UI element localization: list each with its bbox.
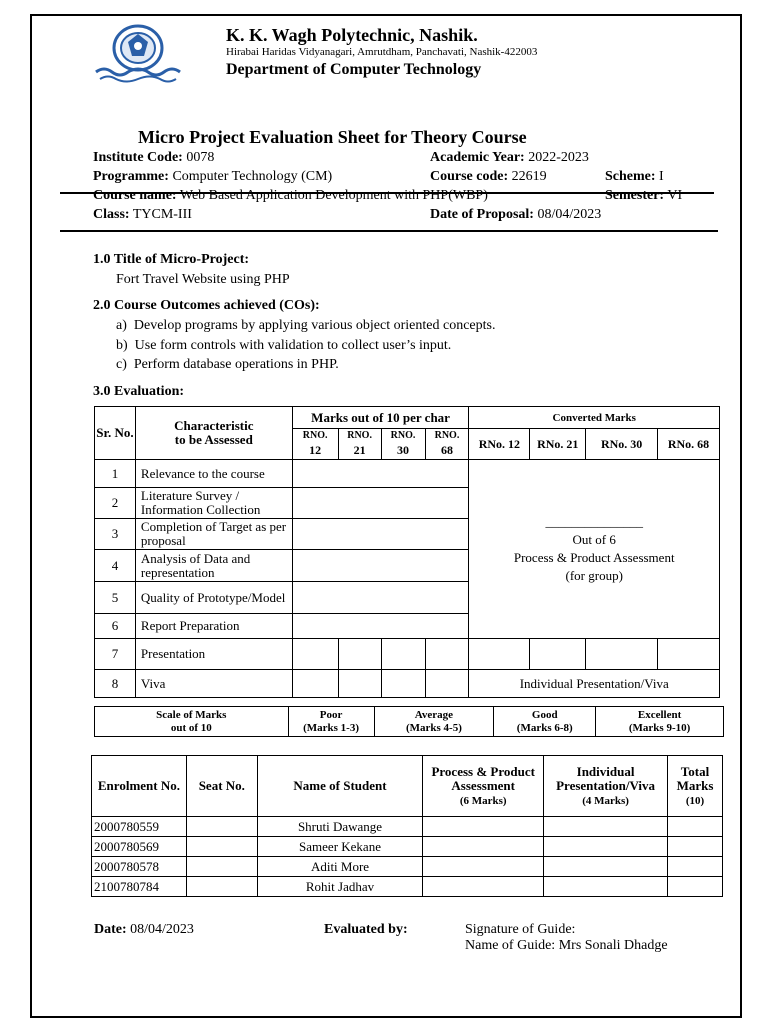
separator-line-bottom (60, 230, 718, 232)
table-cell: 3 (95, 519, 136, 550)
table-cell: Presentation (135, 639, 292, 670)
marks-header: Marks out of 10 per char (292, 407, 469, 429)
table-cell (338, 670, 381, 698)
table-cell (586, 639, 658, 670)
table-cell: 2 (95, 488, 136, 519)
table-cell (186, 857, 257, 877)
rno-header: RNO. 68 (425, 429, 469, 460)
table-cell (544, 817, 668, 837)
guide-signature: Signature of Guide: (465, 922, 576, 937)
table-cell (668, 877, 723, 897)
table-cell (423, 817, 544, 837)
guide-name: Name of Guide: Mrs Sonali Dhadge (465, 938, 668, 953)
table-cell: Completion of Target as per proposal (135, 519, 292, 550)
table-cell (425, 670, 469, 698)
section3-heading: 3.0 Evaluation: (93, 384, 185, 399)
scale-excellent: Excellent (Marks 9-10) (596, 707, 724, 737)
table-cell (338, 639, 381, 670)
institute-name: K. K. Wagh Polytechnic, Nashik. (226, 25, 478, 45)
characteristic-header: Characteristic to be Assessed (135, 407, 292, 460)
process-header: Process & Product Assessment (6 Marks) (423, 756, 544, 817)
table-row (92, 817, 723, 837)
academic-year: Academic Year: 2022-2023 (430, 150, 589, 165)
table-cell: 4 (95, 550, 136, 582)
table-cell: Quality of Prototype/Model (135, 582, 292, 614)
scale-average: Average (Marks 4-5) (374, 707, 494, 737)
table-cell: 6 (95, 614, 136, 639)
table-cell (292, 550, 469, 582)
table-cell (292, 614, 469, 639)
table-cell: 2000780569 (92, 837, 187, 857)
table-row (92, 857, 723, 877)
scale-table (94, 706, 724, 737)
outcome-item: a) Develop programs by applying various object oriented concepts. (116, 318, 496, 333)
table-cell (425, 639, 469, 670)
table-cell (381, 670, 425, 698)
table-cell (423, 837, 544, 857)
table-cell (544, 837, 668, 857)
table-cell (292, 488, 469, 519)
table-row (95, 460, 720, 488)
enrolment-header: Enrolment No. (92, 756, 187, 817)
table-cell (423, 857, 544, 877)
table-cell: Report Preparation (135, 614, 292, 639)
scale-header: Scale of Marks out of 10 (95, 707, 289, 737)
table-cell (668, 817, 723, 837)
total-header: Total Marks (10) (668, 756, 723, 817)
rno-header: RNO. 30 (381, 429, 425, 460)
course-name: Course name: Web Based Application Development with PHP(WBP) (93, 188, 488, 203)
institute-address: Hirabai Haridas Vidyanagari, Amrutdham, Panchavati, Nashik-422003 (226, 46, 538, 58)
seat-header: Seat No. (186, 756, 257, 817)
outcome-item: b) Use form controls with validation to collect user’s input. (116, 338, 452, 353)
table-row (95, 639, 720, 670)
name-header: Name of Student (257, 756, 423, 817)
table-cell (658, 639, 720, 670)
table-cell (292, 639, 338, 670)
institute-code: Institute Code: 0078 (93, 150, 215, 165)
sr-no-header: Sr. No. (95, 407, 136, 460)
college-logo-icon (92, 22, 184, 84)
section1-heading: 1.0 Title of Micro-Project: (93, 252, 250, 267)
table-cell: Viva (135, 670, 292, 698)
evaluation-table (94, 406, 720, 698)
footer-date: Date: 08/04/2023 (94, 922, 194, 937)
table-cell (423, 877, 544, 897)
table-cell: Rohit Jadhav (257, 877, 423, 897)
programme: Programme: Computer Technology (CM) (93, 169, 333, 184)
table-cell: 8 (95, 670, 136, 698)
department-name: Department of Computer Technology (226, 61, 482, 78)
table-cell (186, 817, 257, 837)
section2-heading: 2.0 Course Outcomes achieved (COs): (93, 298, 320, 313)
table-row (92, 877, 723, 897)
table-row (92, 837, 723, 857)
converted-col-header: RNo. 30 (586, 429, 658, 460)
converted-marks-header: Converted Marks (469, 407, 720, 429)
table-cell: 2100780784 (92, 877, 187, 897)
table-cell (292, 670, 338, 698)
table-cell: Literature Survey / Information Collection (135, 488, 292, 519)
table-cell: 1 (95, 460, 136, 488)
rno-header: RNO. 12 (292, 429, 338, 460)
table-cell: Relevance to the course (135, 460, 292, 488)
table-cell: Analysis of Data and representation (135, 550, 292, 582)
table-cell (292, 519, 469, 550)
converted-col-header: RNo. 21 (530, 429, 586, 460)
individual-header: Individual Presentation/Viva (4 Marks) (544, 756, 668, 817)
scale-good: Good (Marks 6-8) (494, 707, 596, 737)
table-cell (668, 857, 723, 877)
semester: Semester: VI (605, 188, 683, 203)
table-cell: 7 (95, 639, 136, 670)
table-cell (186, 837, 257, 857)
table-cell (186, 877, 257, 897)
table-row (95, 670, 720, 698)
converted-col-header: RNo. 12 (469, 429, 530, 460)
rno-header: RNO. 21 (338, 429, 381, 460)
table-cell: Aditi More (257, 857, 423, 877)
sheet-title: Micro Project Evaluation Sheet for Theory Course (138, 127, 527, 147)
project-title: Fort Travel Website using PHP (116, 272, 290, 287)
date-of-proposal: Date of Proposal: 08/04/2023 (430, 207, 602, 222)
process-assessment-cell: _______________ Out of 6 Process & Product Assessment (for group) (469, 460, 720, 639)
table-cell: 2000780578 (92, 857, 187, 877)
table-cell (292, 460, 469, 488)
table-cell (668, 837, 723, 857)
converted-col-header: RNo. 68 (658, 429, 720, 460)
table-cell (544, 877, 668, 897)
class: Class: TYCM-III (93, 207, 192, 222)
individual-viva-cell: Individual Presentation/Viva (469, 670, 720, 698)
course-code: Course code: 22619 (430, 169, 547, 184)
table-cell: Shruti Dawange (257, 817, 423, 837)
scale-poor: Poor (Marks 1-3) (288, 707, 374, 737)
table-cell: Sameer Kekane (257, 837, 423, 857)
outcome-item: c) Perform database operations in PHP. (116, 357, 339, 372)
table-cell: 2000780559 (92, 817, 187, 837)
table-cell (469, 639, 530, 670)
table-cell: 5 (95, 582, 136, 614)
students-table (91, 755, 723, 897)
table-cell (381, 639, 425, 670)
table-cell (530, 639, 586, 670)
table-cell (544, 857, 668, 877)
table-cell (292, 582, 469, 614)
evaluated-by: Evaluated by: (324, 922, 408, 937)
scheme: Scheme: I (605, 169, 664, 184)
